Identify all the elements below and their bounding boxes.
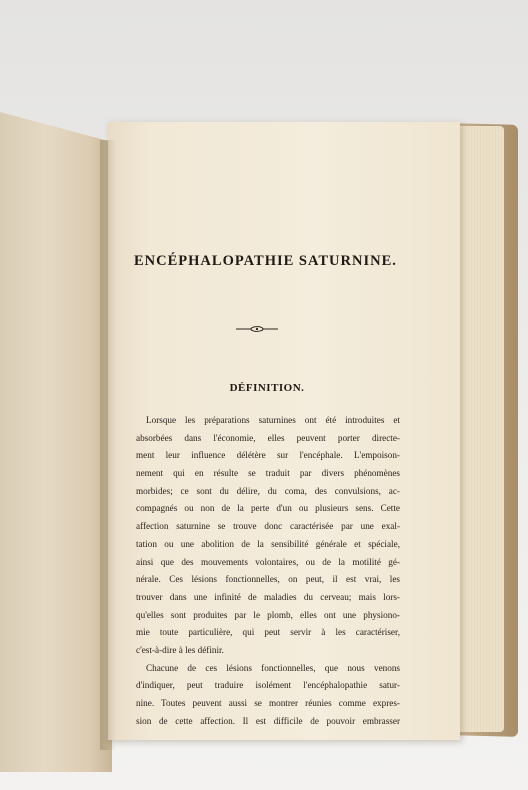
section-heading: DÉFINITION. [229,382,305,394]
text-line: sion de cette affection. Il est difficile de pouvoir embrasser [136,715,400,726]
text-line: compagnés ou non de la perte d'un ou plusieurs sens. Cette [136,503,400,514]
left-page [0,112,112,772]
page-title: ENCÉPHALOPATHIE SATURNINE. [134,253,397,269]
text-line: trouver dans une infinité de maladies du cerveau; mais lors- [136,591,400,602]
body-text [136,412,400,730]
text-line: nérale. Ces lésions fonctionnelles, on peut, il est vrai, les [136,574,400,585]
text-line: qu'elles sont produites par le plomb, elles ont une physiono- [136,609,400,620]
text-line: nement qui en résulte se traduit par divers phénomènes [136,468,400,479]
text-line: c'est-à-dire à les définir. [136,644,224,655]
text-line: Lorsque les préparations saturnines ont été introduites et [146,415,400,425]
text-line: d'indiquer, peut traduire isolément l'encéphalopathie satur- [136,680,400,691]
ornament-divider [236,325,278,333]
text-line: Chacune de ces lésions fonctionnelles, que nous venons [146,662,400,673]
text-line: morbides; ce sont du délire, du coma, des convulsions, ac- [136,485,400,496]
text-line: absorbées dans l'économie, elles peuvent porter directe- [136,432,400,443]
text-line: mie toute particulière, qui peut servir à les caractériser, [136,627,400,638]
text-line: ment leur influence délétère sur l'encéphale. L'empoison- [136,450,400,461]
text-line: tation ou une abolition de la sensibilité générale et spéciale, [136,538,400,549]
book-gutter [100,140,116,750]
text-line: nine. Toutes peuvent aussi se montrer réunies comme expres- [136,698,400,708]
text-line: ainsi que des mouvements volontaires, ou de la motilité gé- [136,556,400,567]
text-line: affection saturnine se trouve donc caractérisée par une exal- [136,521,400,532]
